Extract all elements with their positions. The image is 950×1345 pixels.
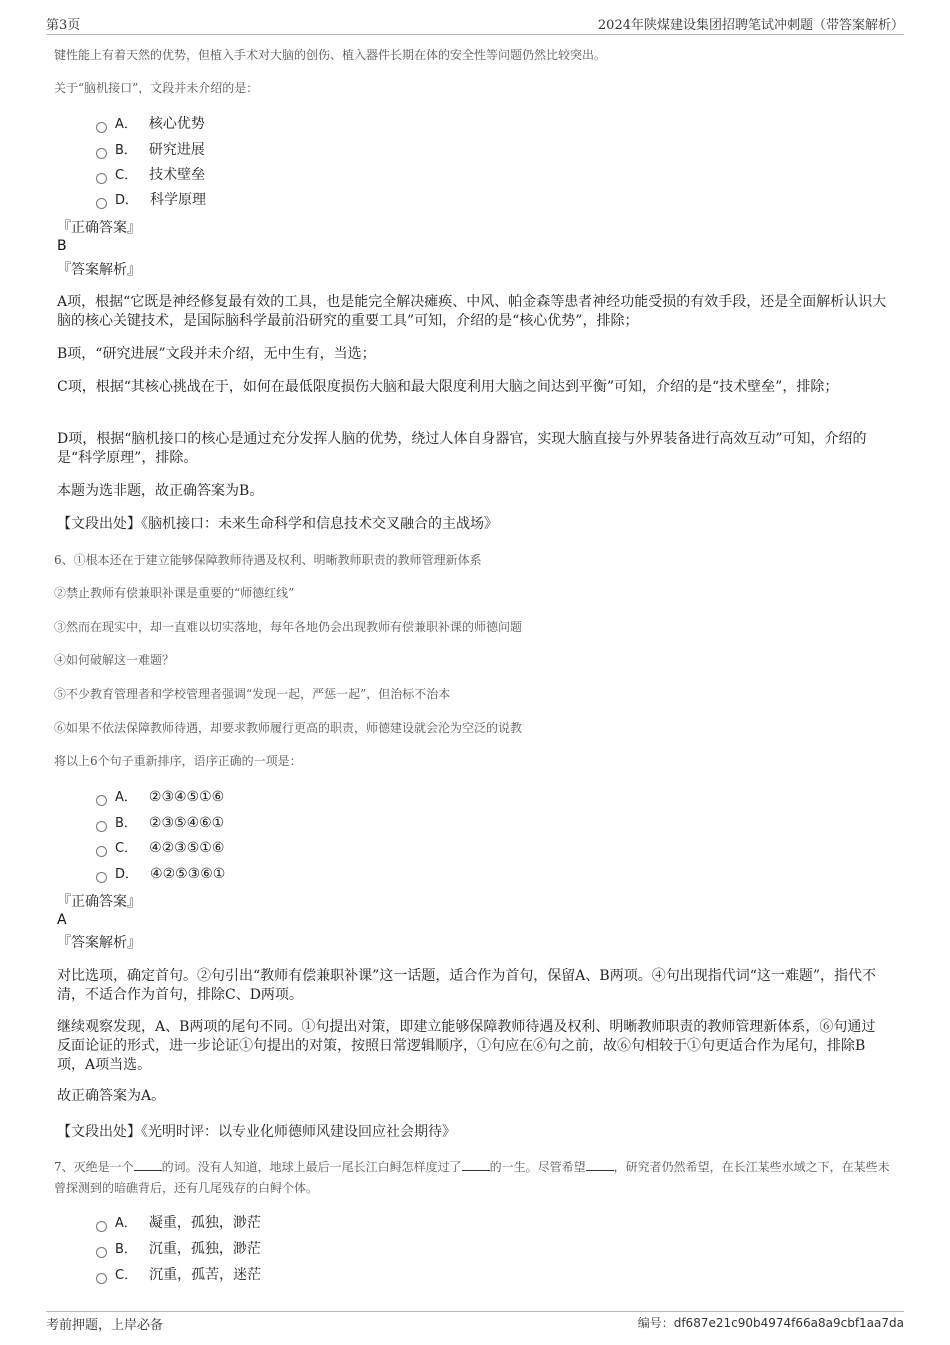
q5-option-d[interactable]: D． 科学原理 bbox=[96, 190, 206, 210]
q6-sentence-6: ⑥如果不依法保障教师待遇，却要求教师履行更高的职责，师德建设就会沦为空泛的说教 bbox=[54, 721, 523, 735]
radio-icon[interactable] bbox=[96, 173, 107, 184]
q7-option-b[interactable]: B． 沉重，孤独，渺茫 bbox=[96, 1239, 261, 1259]
radio-icon[interactable] bbox=[96, 1247, 107, 1258]
q5-analysis-d: D项，根据“脑机接口的核心是通过充分发挥人脑的优势，绕过人体自身器官，实现大脑直接与外界装备进行高效互动”可知，介绍的是“科学原理”，排除。 bbox=[57, 431, 867, 466]
q5-analysis-label: 『答案解析』 bbox=[57, 262, 141, 278]
blank-2 bbox=[462, 1158, 490, 1171]
q5-option-c[interactable]: C． 技术壁垒 bbox=[96, 165, 205, 185]
q5-option-a[interactable]: A． 核心优势 bbox=[96, 114, 205, 134]
page-header bbox=[46, 14, 904, 35]
q7-option-a[interactable]: A． 凝重，孤独，渺茫 bbox=[96, 1213, 261, 1233]
radio-icon[interactable] bbox=[96, 1273, 107, 1284]
q6-sentence-3: ③然而在现实中，却一直难以切实落地，每年各地仍会出现教师有偿兼职补课的师德问题 bbox=[54, 620, 523, 634]
page-number: 第3页 bbox=[46, 18, 81, 33]
q6-analysis-2: 继续观察发现，A、B两项的尾句不同。①句提出对策，即建立能够保障教师待遇及权利、明晰教师职责的教师管理新体系，⑥句通过反面论证的形式，进一步论证①句提出的对策，按照日常逻辑顺序，①句应在⑥句之前，故⑥句相较于①句更适合作为尾句，排除B项，A项当选。 bbox=[57, 1019, 876, 1073]
blank-3 bbox=[586, 1158, 614, 1171]
q6-analysis-label: 『答案解析』 bbox=[57, 935, 141, 951]
q5-analysis-c: C项，根据“其核心挑战在于，如何在最低限度损伤大脑和最大限度利用大脑之间达到平衡”可知，介绍的是“技术壁垒”，排除； bbox=[57, 379, 839, 395]
q6-sentence-1: 6、①根本还在于建立能够保障教师待遇及权利、明晰教师职责的教师管理新体系 bbox=[54, 553, 482, 567]
q5-answer-label: 『正确答案』 bbox=[57, 220, 141, 236]
q7-option-c[interactable]: C． 沉重，孤苦，迷茫 bbox=[96, 1265, 261, 1285]
radio-icon[interactable] bbox=[96, 795, 107, 806]
radio-icon[interactable] bbox=[96, 198, 107, 209]
radio-icon[interactable] bbox=[96, 1221, 107, 1232]
q6-answer-label: 『正确答案』 bbox=[57, 894, 141, 910]
q6-option-b[interactable]: B． ②③⑤④⑥① bbox=[96, 813, 224, 833]
q5-intro-text: 键性能上有着天然的优势，但植入手术对大脑的创伤、植入器件长期在体的安全性等问题仍然比较突出。 bbox=[54, 48, 607, 62]
q6-option-d[interactable]: D． ④②⑤③⑥① bbox=[96, 864, 225, 884]
q5-question: 关于“脑机接口”，文段并未介绍的是： bbox=[54, 81, 259, 95]
q5-source: 【文段出处】《脑机接口：未来生命科学和信息技术交叉融合的主战场》 bbox=[57, 516, 498, 532]
q6-option-a[interactable]: A． ②③④⑤①⑥ bbox=[96, 787, 224, 807]
q5-analysis-b: B项，“研究进展”文段并未介绍，无中生有，当选； bbox=[57, 346, 376, 362]
page-footer bbox=[46, 1311, 904, 1336]
radio-icon[interactable] bbox=[96, 122, 107, 133]
q6-analysis-1: 对比选项，确定首句。②句引出“教师有偿兼职补课”这一话题，适合作为首句，保留A、B两项。④句出现指代词“这一难题”，指代不清，不适合作为首句，排除C、D两项。 bbox=[57, 968, 877, 1003]
radio-icon[interactable] bbox=[96, 846, 107, 857]
q6-sentence-4: ④如何破解这一难题？ bbox=[54, 653, 175, 667]
radio-icon[interactable] bbox=[96, 148, 107, 159]
radio-icon[interactable] bbox=[96, 821, 107, 832]
q6-answer: A bbox=[57, 912, 67, 928]
q6-question: 将以上6个句子重新排序，语序正确的一项是： bbox=[54, 754, 302, 768]
q5-option-b[interactable]: B． 研究进展 bbox=[96, 140, 205, 160]
q6-sentence-2: ②禁止教师有偿兼职补课是重要的“师德红线” bbox=[54, 586, 295, 600]
q6-sentence-5: ⑤不少教育管理者和学校管理者强调“发现一起，严惩一起”，但治标不治本 bbox=[54, 687, 451, 701]
document-title: 2024年陕煤建设集团招聘笔试冲刺题（带答案解析） bbox=[597, 18, 904, 33]
footer-slogan: 考前押题，上岸必备 bbox=[46, 1318, 164, 1333]
q6-option-c[interactable]: C． ④②③⑤①⑥ bbox=[96, 838, 224, 858]
q5-analysis-a: A项，根据“它既是神经修复最有效的工具，也是能完全解决瘫痪、中风、帕金森等患者神经功能受损的有效手段，还是全面解析认识大脑的核心关键技术，是国际脑科学最前沿研究的重要工具”可知，介绍的是“核心优势”，排除； bbox=[57, 294, 887, 329]
q5-answer: B bbox=[57, 238, 67, 254]
q6-conclusion: 故正确答案为A。 bbox=[57, 1088, 166, 1104]
blank-1 bbox=[134, 1158, 162, 1171]
q7-stem: 7、灭绝是一个 的词。没有人知道，地球上最后一尾长江白鲟怎样度过了 的一生。尽管希望 ，研究者仍然希望，在长江某些水域之下，在某些未曾探测到的暗礁背后，还有几尾残存的白鲟个体。 bbox=[54, 1160, 890, 1195]
q5-conclusion: 本题为选非题，故正确答案为B。 bbox=[57, 483, 264, 499]
radio-icon[interactable] bbox=[96, 872, 107, 883]
document-code: 编号：df687e21c90b4974f66a8a9cbf1aa7da bbox=[637, 1316, 904, 1330]
q6-source: 【文段出处】《光明时评：以专业化师德师风建设回应社会期待》 bbox=[57, 1124, 456, 1140]
